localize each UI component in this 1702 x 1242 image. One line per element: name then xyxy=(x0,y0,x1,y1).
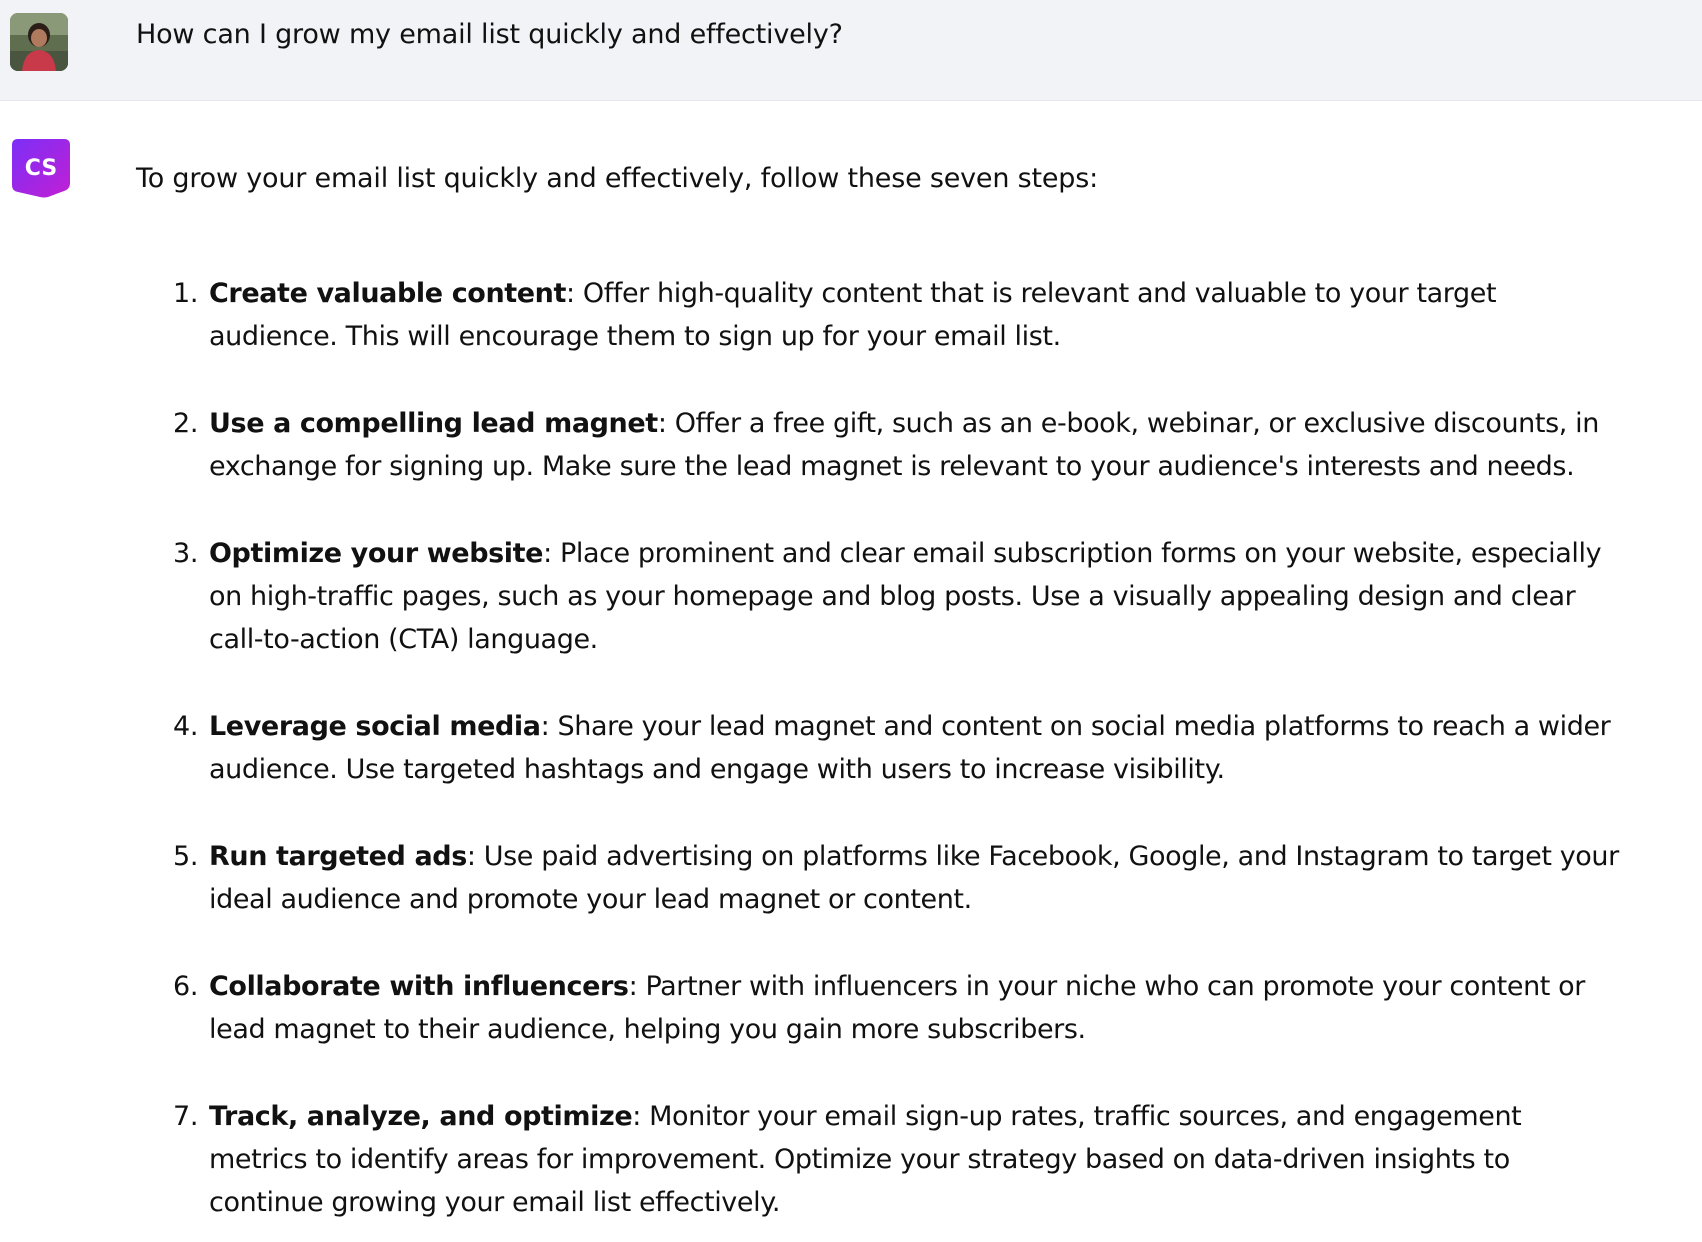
step-title: Run targeted ads xyxy=(209,841,467,872)
user-question-text: How can I grow my email list quickly and effectively? xyxy=(136,19,843,50)
step-title: Collaborate with influencers xyxy=(209,971,629,1002)
step-text: : Place prominent and clear email subscription forms on your website, especially on high-traffic pages, such as your homepage and blog posts. Use a visually appealing design and clear call-to-action (CTA) language. xyxy=(209,538,1602,655)
step-title: Optimize your website xyxy=(209,538,544,569)
user-avatar xyxy=(10,13,68,71)
step-text: : Offer a free gift, such as an e-book, webinar, or exclusive discounts, in exchange for signing up. Make sure the lead magnet is relevant to your audience's interests and needs. xyxy=(209,408,1599,482)
step-body xyxy=(209,532,1624,661)
step-text: : Partner with influencers in your niche who can promote your content or lead magnet to their audience, helping you gain more subscribers. xyxy=(209,971,1585,1045)
step-text: : Share your lead magnet and content on social media platforms to reach a wider audience. Use targeted hashtags and engage with users to increase visibility. xyxy=(209,711,1611,785)
step-title: Track, analyze, and optimize xyxy=(209,1101,633,1132)
step-number: 3. xyxy=(173,538,199,569)
step-number: 5. xyxy=(173,841,199,872)
step-body xyxy=(209,1095,1624,1224)
user-message-row xyxy=(0,0,1702,101)
step-text: : Use paid advertising on platforms like Facebook, Google, and Instagram to target your ideal audience and promote your lead magnet or content. xyxy=(209,841,1619,915)
step-number: 2. xyxy=(173,408,199,439)
cs-logo-text: CS xyxy=(24,156,58,181)
cs-logo-icon xyxy=(10,137,72,199)
step-number: 1. xyxy=(173,278,199,309)
step-body xyxy=(209,705,1624,791)
step-number: 4. xyxy=(173,711,199,742)
step-body xyxy=(209,965,1624,1051)
step-text: : Offer high-quality content that is relevant and valuable to your target audience. This will encourage them to sign up for your email list. xyxy=(209,278,1497,352)
assistant-intro-text: To grow your email list quickly and effectively, follow these seven steps: xyxy=(136,163,1098,194)
step-title: Leverage social media xyxy=(209,711,541,742)
step-text: : Monitor your email sign-up rates, traffic sources, and engagement metrics to identify areas for improvement. Optimize your strategy based on data-driven insights to continue growing your email list effectively. xyxy=(209,1101,1522,1218)
step-number: 7. xyxy=(173,1101,199,1132)
step-body xyxy=(209,272,1624,358)
step-body xyxy=(209,402,1624,488)
assistant-avatar xyxy=(10,137,72,199)
step-body xyxy=(209,835,1624,921)
step-title: Use a compelling lead magnet xyxy=(209,408,658,439)
step-number: 6. xyxy=(173,971,199,1002)
step-title: Create valuable content xyxy=(209,278,567,309)
